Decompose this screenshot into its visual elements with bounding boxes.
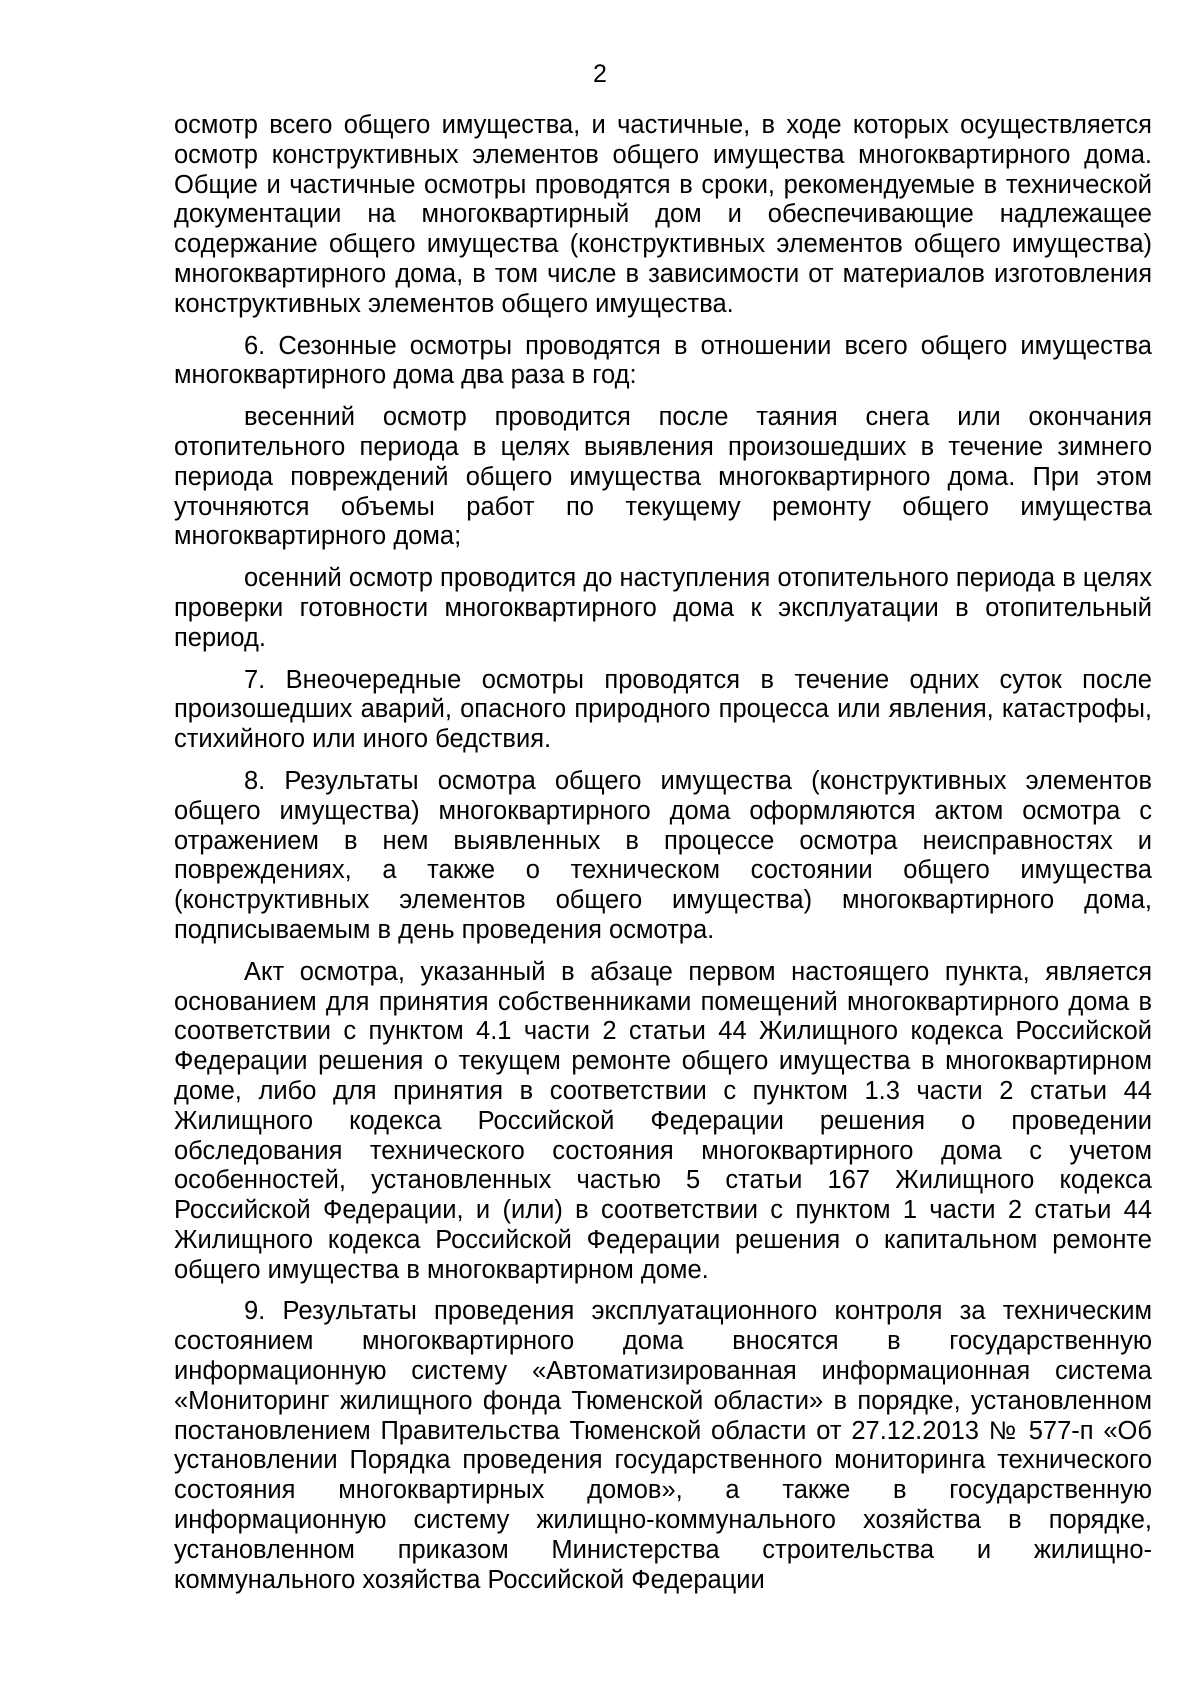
paragraph-spring-inspection: весенний осмотр проводится после таяния снега или окончания отопительного периода в целях выявления произошедших в течение зимнего периода повреждений общего имущества многоквартирного дома. При этом уточняются объемы работ по текущему ремонту общего имущества многоквартирного дома; bbox=[174, 403, 1152, 551]
paragraph-item-9: 9. Результаты проведения эксплуатационного контроля за техническим состоянием многоквартирного дома вносятся в государственную информационную систему «Автоматизированная информационная система «Мониторинг жилищного фонда Тюменской области» в порядке, установленном постановлением Правительства Тюменской области от 27.12.2013 № 577-п «Об установлении Порядка проведения государственного мониторинга технического состояния многоквартирных домов», а также в государственную информационную систему жилищно-коммунального хозяйства в порядке, установленном приказом Министерства строительства и жилищно-коммунального хозяйства Российской Федерации bbox=[174, 1297, 1152, 1594]
paragraph-item-6: 6. Сезонные осмотры проводятся в отношении всего общего имущества многоквартирного дома два раза в год: bbox=[174, 331, 1152, 390]
page-number: 2 bbox=[593, 60, 607, 88]
paragraph-item-7: 7. Внеочередные осмотры проводятся в течение одних суток после произошедших аварий, опасного природного процесса или явления, катастрофы, стихийного или иного бедствия. bbox=[174, 665, 1152, 754]
paragraph-item-8: 8. Результаты осмотра общего имущества (конструктивных элементов общего имущества) многоквартирного дома оформляются актом осмотра с отражением в нем выявленных в процессе осмотра неисправностях и повреждениях, а также о техническом состоянии общего имущества (конструктивных элементов общего имущества) многоквартирного дома, подписываемым в день проведения осмотра. bbox=[174, 766, 1152, 944]
paragraph-continuation: осмотр всего общего имущества, и частичные, в ходе которых осуществляется осмотр конструктивных элементов общего имущества многоквартирного дома. Общие и частичные осмотры проводятся в сроки, рекомендуемые в технической документации на многоквартирный дом и обеспечивающие надлежащее содержание общего имущества (конструктивных элементов общего имущества) многоквартирного дома, в том числе в зависимости от материалов изготовления конструктивных элементов общего имущества. bbox=[174, 111, 1152, 318]
document-body bbox=[174, 111, 1152, 1607]
paragraph-inspection-act: Акт осмотра, указанный в абзаце первом настоящего пункта, является основанием для принятия собственниками помещений многоквартирного дома в соответствии с пунктом 4.1 части 2 статьи 44 Жилищного кодекса Российской Федерации решения о текущем ремонте общего имущества в многоквартирном доме, либо для принятия в соответствии с пунктом 1.3 части 2 статьи 44 Жилищного кодекса Российской Федерации решения о проведении обследования технического состояния многоквартирного дома с учетом особенностей, установленных частью 5 статьи 167 Жилищного кодекса Российской Федерации, и (или) в соответствии с пунктом 1 части 2 статьи 44 Жилищного кодекса Российской Федерации решения о капитальном ремонте общего имущества в многоквартирном доме. bbox=[174, 957, 1152, 1284]
paragraph-autumn-inspection: осенний осмотр проводится до наступления отопительного периода в целях проверки готовности многоквартирного дома к эксплуатации в отопительный период. bbox=[174, 564, 1152, 652]
